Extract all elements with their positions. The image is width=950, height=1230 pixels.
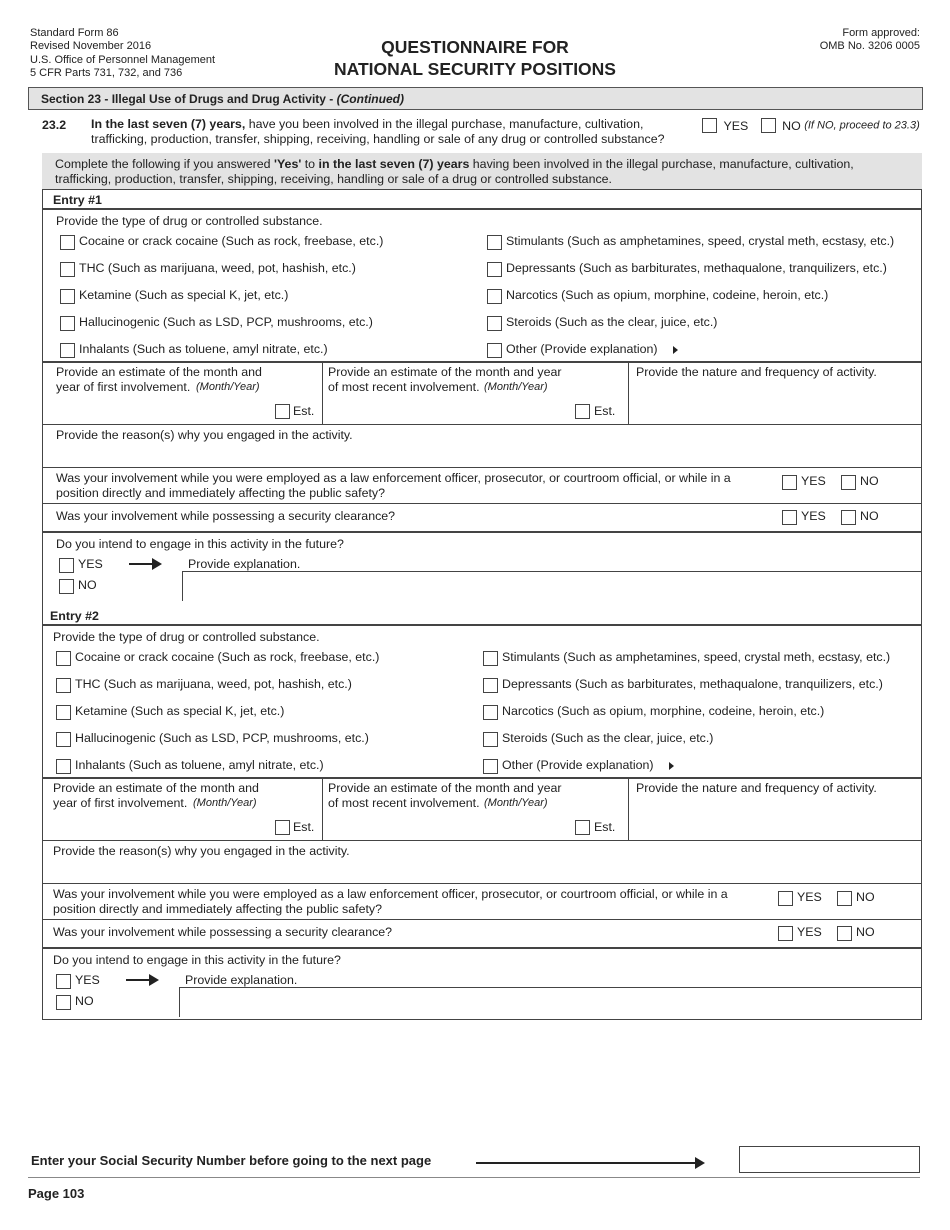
drug-checkbox[interactable] xyxy=(56,651,71,666)
drug-checkbox[interactable] xyxy=(483,705,498,720)
first-involvement-label: year of first involvement. xyxy=(53,796,188,810)
future-no-checkbox[interactable] xyxy=(56,995,71,1010)
drug-option-label: THC (Such as marijuana, weed, pot, hashish, etc.) xyxy=(79,261,356,275)
ssn-arrow-head xyxy=(695,1157,705,1169)
column-divider xyxy=(322,361,323,424)
drug-checkbox[interactable] xyxy=(483,732,498,747)
divider xyxy=(182,571,922,572)
clearance-no-checkbox[interactable] xyxy=(841,510,856,525)
yes-label: YES xyxy=(801,509,826,523)
drug-option-label: Steroids (Such as the clear, juice, etc.) xyxy=(506,315,718,329)
no-label: NO xyxy=(860,509,879,523)
explain-arrow-head xyxy=(152,558,162,570)
yes-label: YES xyxy=(75,973,100,987)
est-label: Est. xyxy=(293,820,315,834)
reason-label: Provide the reason(s) why you engaged in the activity. xyxy=(56,428,353,442)
drug-option-label: Other (Provide explanation) xyxy=(502,758,654,772)
drug-option-label: Hallucinogenic (Such as LSD, PCP, mushrooms, etc.) xyxy=(79,315,373,329)
first-involvement-label: Provide an estimate of the month and xyxy=(53,781,259,795)
explanation-label: Provide explanation. xyxy=(188,557,301,571)
no-checkbox[interactable] xyxy=(761,118,776,133)
yes-label: YES xyxy=(78,557,103,571)
drug-checkbox[interactable] xyxy=(483,651,498,666)
clearance-yes-checkbox[interactable] xyxy=(778,926,793,941)
yes-checkbox[interactable] xyxy=(702,118,717,133)
clearance-question: Was your involvement while possessing a security clearance? xyxy=(53,925,393,939)
drug-option-label: THC (Such as marijuana, weed, pot, hashish, etc.) xyxy=(75,677,352,691)
column-divider xyxy=(182,571,183,601)
drug-option-label: Stimulants (Such as amphetamines, speed, crystal meth, ecstasy, etc.) xyxy=(502,650,891,664)
drug-option-label: Depressants (Such as barbiturates, methaqualone, tranquilizers, etc.) xyxy=(506,261,887,275)
divider xyxy=(43,208,922,210)
month-year-hint: (Month/Year) xyxy=(196,381,260,393)
first-est-checkbox[interactable] xyxy=(275,404,290,419)
recent-involvement-label: of most recent involvement. xyxy=(328,380,480,394)
first-involvement-label: year of first involvement. xyxy=(56,380,191,394)
month-year-hint: (Month/Year) xyxy=(484,381,548,393)
drug-checkbox[interactable] xyxy=(56,705,71,720)
future-no-checkbox[interactable] xyxy=(59,579,74,594)
yes-label: YES xyxy=(723,118,749,133)
drug-option-label: Inhalants (Such as toluene, amyl nitrate, etc.) xyxy=(79,342,328,356)
yes-label: YES xyxy=(797,925,822,939)
future-intent-question: Do you intend to engage in this activity in the future? xyxy=(56,537,344,551)
drug-checkbox[interactable] xyxy=(483,759,498,774)
divider xyxy=(43,777,922,779)
form-approval: Form approved: OMB No. 3206 0005 xyxy=(819,27,920,53)
question-number: 23.2 xyxy=(42,118,67,132)
page-number: Page 103 xyxy=(28,1186,85,1201)
explain-arrow xyxy=(129,563,153,565)
recent-involvement-label: Provide an estimate of the month and year xyxy=(328,365,562,379)
drug-checkbox[interactable] xyxy=(60,316,75,331)
drug-checkbox[interactable] xyxy=(487,235,502,250)
divider xyxy=(43,883,922,884)
question-answer xyxy=(702,118,920,133)
law-yes-checkbox[interactable] xyxy=(782,475,797,490)
footer-divider xyxy=(28,1177,920,1178)
ssn-arrow xyxy=(476,1162,696,1164)
page-title: QUESTIONNAIRE FOR NATIONAL SECURITY POSITIONS xyxy=(334,37,616,79)
form-regulation: 5 CFR Parts 731, 732, and 736 xyxy=(30,66,183,79)
divider xyxy=(43,624,922,626)
clearance-no-checkbox[interactable] xyxy=(837,926,852,941)
divider xyxy=(43,840,922,841)
other-arrow-icon xyxy=(669,762,674,770)
divider xyxy=(43,919,922,920)
future-yes-checkbox[interactable] xyxy=(59,558,74,573)
recent-est-checkbox[interactable] xyxy=(575,404,590,419)
est-label: Est. xyxy=(594,820,616,834)
column-divider xyxy=(179,987,180,1017)
divider xyxy=(43,503,922,504)
law-enforcement-question: Was your involvement while you were employed as a law enforcement officer, prosecutor, or courtroom official, or while in a xyxy=(53,887,728,901)
other-arrow-icon xyxy=(673,346,678,354)
drug-checkbox[interactable] xyxy=(56,732,71,747)
form-number: Standard Form 86 xyxy=(30,27,119,39)
explain-arrow xyxy=(126,979,150,981)
nature-frequency-label: Provide the nature and frequency of activity. xyxy=(636,781,877,795)
explanation-label: Provide explanation. xyxy=(185,973,298,987)
drug-option-label: Stimulants (Such as amphetamines, speed, crystal meth, ecstasy, etc.) xyxy=(506,234,895,248)
column-divider xyxy=(322,777,323,840)
first-est-checkbox[interactable] xyxy=(275,820,290,835)
drug-option-label: Ketamine (Such as special K, jet, etc.) xyxy=(79,288,289,302)
future-yes-checkbox[interactable] xyxy=(56,974,71,989)
first-involvement-label: Provide an estimate of the month and xyxy=(56,365,262,379)
clearance-yes-checkbox[interactable] xyxy=(782,510,797,525)
drug-checkbox[interactable] xyxy=(56,678,71,693)
divider xyxy=(43,361,922,363)
law-no-checkbox[interactable] xyxy=(841,475,856,490)
recent-involvement-label: Provide an estimate of the month and year xyxy=(328,781,562,795)
drug-option-label: Other (Provide explanation) xyxy=(506,342,658,356)
ssn-input[interactable] xyxy=(739,1146,920,1173)
explain-arrow-head xyxy=(149,974,159,986)
drug-option-label: Cocaine or crack cocaine (Such as rock, freebase, etc.) xyxy=(75,650,380,664)
law-no-checkbox[interactable] xyxy=(837,891,852,906)
drug-checkbox[interactable] xyxy=(60,235,75,250)
section-title-bar: Section 23 - Illegal Use of Drugs and Drug Activity - (Continued) xyxy=(28,87,923,110)
no-label: NO xyxy=(782,118,801,133)
no-label: NO xyxy=(75,994,94,1008)
drug-option-label: Ketamine (Such as special K, jet, etc.) xyxy=(75,704,285,718)
month-year-hint: (Month/Year) xyxy=(193,797,257,809)
drug-checkbox[interactable] xyxy=(60,289,75,304)
est-label: Est. xyxy=(594,404,616,418)
entry-title: Entry #2 xyxy=(50,609,99,623)
drug-checkbox[interactable] xyxy=(56,759,71,774)
recent-involvement-label: of most recent involvement. xyxy=(328,796,480,810)
divider xyxy=(43,467,922,468)
divider xyxy=(43,531,922,533)
recent-est-checkbox[interactable] xyxy=(575,820,590,835)
drug-checkbox[interactable] xyxy=(483,678,498,693)
drug-option-label: Hallucinogenic (Such as LSD, PCP, mushrooms, etc.) xyxy=(75,731,369,745)
est-label: Est. xyxy=(293,404,315,418)
future-intent-question: Do you intend to engage in this activity in the future? xyxy=(53,953,341,967)
drug-option-label: Inhalants (Such as toluene, amyl nitrate, etc.) xyxy=(75,758,324,772)
no-label: NO xyxy=(860,474,879,488)
drug-option-label: Steroids (Such as the clear, juice, etc.) xyxy=(502,731,714,745)
no-label: NO xyxy=(78,578,97,592)
no-label: NO xyxy=(856,925,875,939)
drug-checkbox[interactable] xyxy=(487,289,502,304)
drug-checkbox[interactable] xyxy=(487,343,502,358)
drug-checkbox[interactable] xyxy=(487,262,502,277)
drug-option-label: Narcotics (Such as opium, morphine, codeine, heroin, etc.) xyxy=(502,704,825,718)
law-yes-checkbox[interactable] xyxy=(778,891,793,906)
drug-checkbox[interactable] xyxy=(60,343,75,358)
no-note: (If NO, proceed to 23.3) xyxy=(804,119,920,132)
drug-option-label: Cocaine or crack cocaine (Such as rock, freebase, etc.) xyxy=(79,234,384,248)
month-year-hint: (Month/Year) xyxy=(484,797,548,809)
law-enforcement-question: position directly and immediately affecting the public safety? xyxy=(56,486,385,500)
no-label: NO xyxy=(856,890,875,904)
nature-frequency-label: Provide the nature and frequency of activity. xyxy=(636,365,877,379)
column-divider xyxy=(628,777,629,840)
reason-label: Provide the reason(s) why you engaged in the activity. xyxy=(53,844,350,858)
ssn-prompt: Enter your Social Security Number before going to the next page xyxy=(31,1153,432,1168)
yes-label: YES xyxy=(801,474,826,488)
drug-type-prompt: Provide the type of drug or controlled substance. xyxy=(56,214,323,228)
law-enforcement-question: Was your involvement while you were employed as a law enforcement officer, prosecutor, or courtroom official, or while in a xyxy=(56,471,731,485)
drug-type-prompt: Provide the type of drug or controlled substance. xyxy=(53,630,320,644)
law-enforcement-question: position directly and immediately affecting the public safety? xyxy=(53,902,382,916)
divider xyxy=(43,947,922,949)
divider xyxy=(43,424,922,425)
clearance-question: Was your involvement while possessing a security clearance? xyxy=(56,509,396,523)
drug-checkbox[interactable] xyxy=(487,316,502,331)
instructions: Complete the following if you answered 'Yes' to in the last seven (7) years having been involved in the illegal purchase, manufacture, cultivation, trafficking, production, transfer, shipping, receiving, handling or sale of a drug or controlled substance. xyxy=(42,153,922,190)
drug-option-label: Depressants (Such as barbiturates, methaqualone, tranquilizers, etc.) xyxy=(502,677,883,691)
column-divider xyxy=(628,361,629,424)
form-agency: U.S. Office of Personnel Management xyxy=(30,53,216,66)
divider xyxy=(179,987,922,988)
entry-title: Entry #1 xyxy=(53,193,102,207)
drug-option-label: Narcotics (Such as opium, morphine, codeine, heroin, etc.) xyxy=(506,288,829,302)
question-text: In the last seven (7) years, have you been involved in the illegal purchase, manufacture, cultivation, trafficking, production, transfer, shipping, receiving, handling or sale of any drug or controlled substance? xyxy=(91,117,665,146)
drug-checkbox[interactable] xyxy=(60,262,75,277)
form-revision: Revised November 2016 xyxy=(30,40,152,53)
yes-label: YES xyxy=(797,890,822,904)
